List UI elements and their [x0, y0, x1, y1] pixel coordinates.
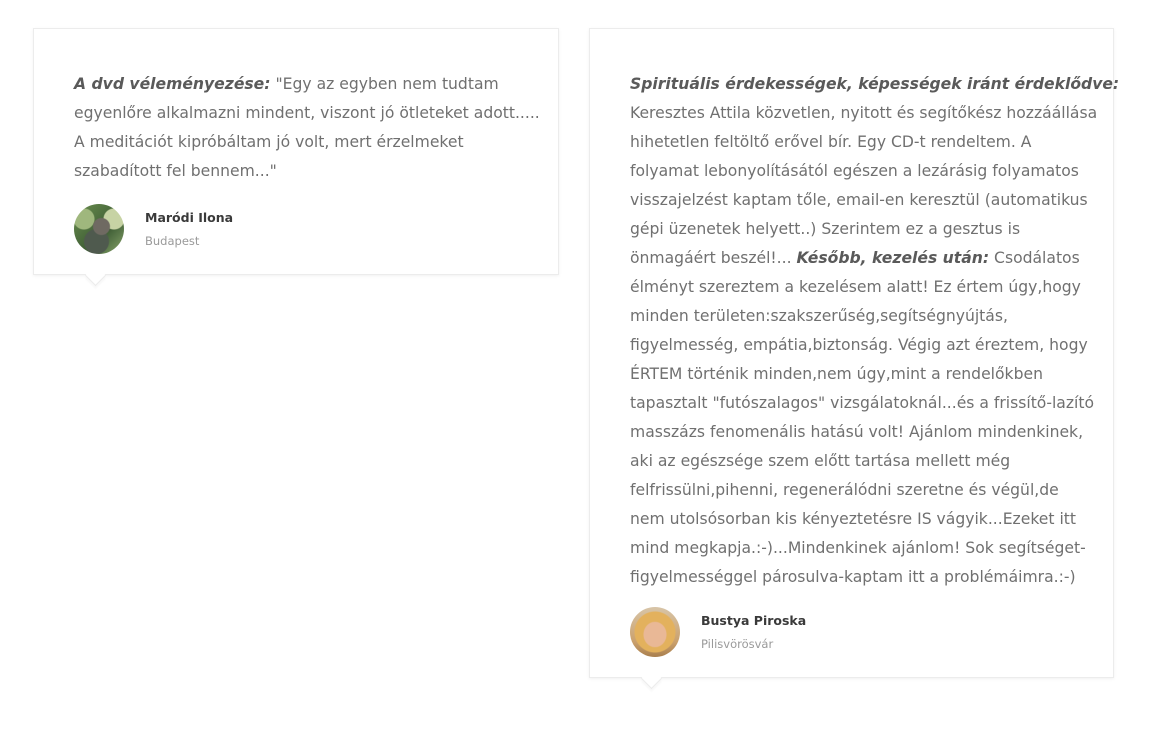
testimonial-author	[630, 607, 806, 657]
quote-line: Keresztes Attila közvetlen, nyitott és segítőkész hozzáállása	[630, 104, 1098, 122]
quote-line: mind megkapja.:-)...Mindenkinek ajánlom! Sok segítséget-	[630, 539, 1086, 557]
quote-line: felfrissülni,pihenni, regenerálódni szeretne és végül,de	[630, 481, 1059, 499]
author-info	[145, 209, 233, 250]
quote-line: szabadított fel bennem..."	[74, 162, 277, 180]
quote-line: figyelmességgel párosulva-kaptam itt a problémáimra.:-)	[630, 568, 1076, 586]
testimonial-card	[589, 28, 1120, 678]
quote-line: aki az egészsége szem előtt tartása mellett még	[630, 452, 1011, 470]
quote-line: minden területen:szakszerűség,segítségnyújtás,	[630, 307, 1008, 325]
author-info	[701, 612, 806, 653]
quote-line: gépi üzenetek helyett..) Szerintem ez a gesztus is	[630, 220, 1021, 238]
quote-line: masszázs fenomenális hatású volt! Ajánlom mindenkinek,	[630, 423, 1084, 441]
testimonial-quote	[630, 70, 1119, 592]
quote-line: ÉRTEM történik minden,nem úgy,mint a rendelőkben	[630, 365, 1043, 383]
testimonial-quote	[74, 70, 540, 186]
author-avatar	[630, 607, 680, 657]
quote-line	[74, 70, 540, 99]
quote-line: visszajelzést kaptam tőle, email-en keresztül (automatikus	[630, 191, 1088, 209]
quote-line: nem utolsósorban kis kényeztetésre IS vágyik...Ezeket itt	[630, 510, 1077, 528]
quote-line: folyamat lebonyolításától egészen a lezárásig folyamatos	[630, 162, 1079, 180]
quote-line: hihetetlen feltöltő erővel bír. Egy CD-t rendeltem. A	[630, 133, 1032, 151]
quote-line: egyenlőre alkalmazni mindent, viszont jó ötleteket adott.....	[74, 104, 540, 122]
quote-line	[630, 244, 1119, 273]
quote-line: élményt szereztem a kezelésem alatt! Ez értem úgy,hogy	[630, 278, 1081, 296]
quote-heading: Később, kezelés után:	[796, 249, 990, 267]
quote-line	[630, 70, 1119, 99]
quote-line: tapasztalt "futószalagos" vizsgálatoknál...és a frissítő-lazító	[630, 394, 1095, 412]
author-name: Bustya Piroska	[701, 612, 807, 628]
testimonial-card	[33, 28, 559, 275]
author-name: Maródi Ilona	[145, 209, 234, 225]
quote-heading: A dvd véleményezése:	[74, 75, 271, 93]
quote-text: "Egy az egyben nem tudtam	[270, 75, 499, 93]
quote-heading: Spirituális érdekességek, képességek iránt érdeklődve:	[630, 75, 1120, 93]
quote-line: A meditációt kipróbáltam jó volt, mert érzelmeket	[74, 133, 464, 151]
author-city: Budapest	[145, 233, 200, 248]
quote-line: figyelmesség, empátia,biztonság. Végig azt éreztem, hogy	[630, 336, 1088, 354]
quote-text: Csodálatos	[989, 249, 1080, 267]
testimonial-author	[74, 204, 233, 254]
quote-text: önmagáért beszél!...	[630, 249, 797, 267]
author-avatar	[74, 204, 124, 254]
author-city: Pilisvörösvár	[701, 636, 774, 651]
